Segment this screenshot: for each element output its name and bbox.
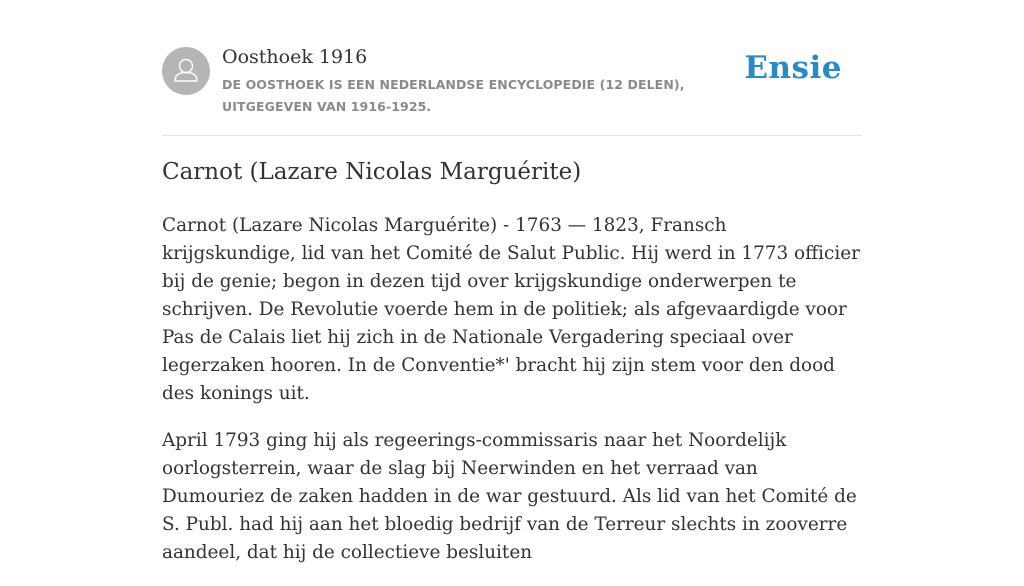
user-icon <box>162 47 210 95</box>
brand-logo[interactable]: Ensie <box>744 50 842 86</box>
article-paragraph: Carnot (Lazare Nicolas Marguérite) - 1763 — 1823, Fransch krijgskundige, lid van het Comité de Salut Public. Hij werd in 1773 officier bij de genie; begon in dezen tijd over krijgskundige onderwerpen te schrijven. De Revolutie voerde hem in de politiek; als afgevaardigde voor Pas de Calais liet hij zich in de Nationale Vergadering speciaal over legerzaken hooren. In de Conventie*' bracht hij zijn stem voor den dood des konings uit. <box>162 215 860 404</box>
article-title: Carnot (Lazare Nicolas Marguérite) <box>162 159 582 185</box>
article-body <box>162 212 862 586</box>
header-divider <box>162 135 862 136</box>
source-header <box>162 44 862 114</box>
source-description: DE OOSTHOEK IS EEN NEDERLANDSE ENCYCLOPEDIE (12 DELEN), UITGEGEVEN VAN 1916-1925. <box>222 77 685 114</box>
article-paragraph: April 1793 ging hij als regeerings-commissaris naar het Noordelijk oorlogsterrein, waar de slag bij Neerwinden en het verraad van Dumouriez de zaken hadden in de war gestuurd. Als lid van het Comité de S. Publ. had hij aan het bloedig bedrijf van de Terreur slechts in zooverre aandeel, dat hij de collectieve besluiten <box>162 430 857 563</box>
source-avatar[interactable] <box>162 47 210 95</box>
source-title[interactable]: Oosthoek 1916 <box>222 46 368 68</box>
